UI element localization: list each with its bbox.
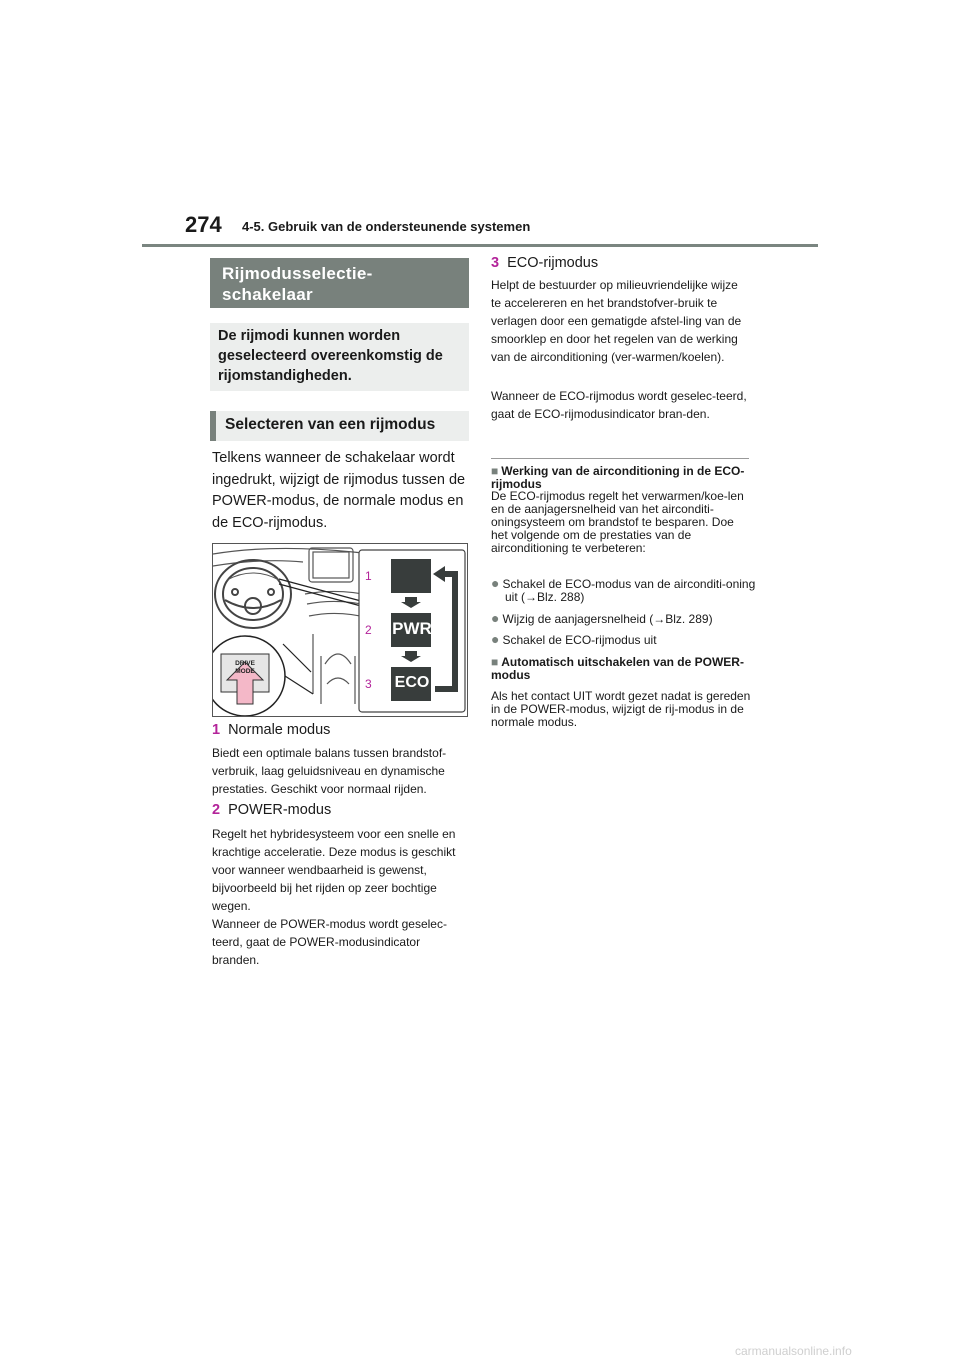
mode-2-text-2: Wanneer de POWER-modus wordt geselec-teerd, gaat de POWER-modusindicator branden.: [212, 917, 447, 967]
callout-2: 2: [365, 623, 372, 637]
body-text: Telkens wanneer de schakelaar wordt ingedrukt, wijzigt de rijmodus tussen de POWER-modus, de normale modus en de ECO-rijmodus.: [212, 450, 466, 531]
notes-separator: [491, 458, 749, 459]
mode-3-text-1: Helpt de bestuurder op milieuvriendelijke wijze te accelereren en het brandstofver-bruik te verlagen door een gematigde afstel-ling van de smoorklep en door het regelen van de werking van de airconditioning (ver-warmen/koelen).: [491, 278, 742, 364]
section-title: [210, 258, 469, 308]
eco-button-label: ECO: [394, 674, 430, 691]
subheading: [210, 411, 469, 441]
drive-mode-switch-label: DRIVE MODE: [235, 660, 255, 675]
pwr-button-label: PWR: [392, 619, 432, 638]
intro-box: [210, 323, 469, 391]
note-1-bullet-3: ● Schakel de ECO-rijmodus uit: [491, 631, 657, 647]
note-1-bullet-2: ● Wijzig de aanjagersnelheid (→Blz. 289): [491, 610, 713, 626]
header-rule: [142, 244, 818, 247]
note-1-bullet-1: ● Schakel de ECO-modus van de airconditi-oning uit (→Blz. 288): [491, 575, 756, 604]
subheading-text: Selecteren van een rijmodus: [225, 416, 436, 433]
page-number: 274: [185, 212, 222, 237]
inset-circle: [213, 636, 313, 716]
running-head: 4-5. Gebruik van de ondersteunende systemen: [242, 219, 531, 234]
drive-mode-figure: [212, 543, 468, 717]
intro-text: De rijmodi kunnen worden geselecteerd overeenkomstig de rijomstandigheden.: [218, 328, 443, 384]
callout-1: 1: [365, 569, 372, 583]
mode-3-heading: 3 ECO-rijmodus: [491, 255, 599, 271]
mode-1-text: Biedt een optimale balans tussen brandstof-verbruik, laag geluidsniveau en dynamische prestaties. Geschikt voor normaal rijden.: [212, 746, 447, 796]
mode-3-text-2: Wanneer de ECO-rijmodus wordt geselec-teerd, gaat de ECO-rijmodusindicator bran-den.: [491, 389, 747, 421]
note-1-text: De ECO-rijmodus regelt het verwarmen/koe-len en de aanjagersnelheid van het airconditi-oningsysteem om brandstof te besparen. Doe het volgende om de prestaties van de airconditioning te verbeteren:: [491, 489, 744, 555]
steering-wheel: [215, 560, 291, 628]
note-2-text: Als het contact UIT wordt gezet nadat is gereden in de POWER-modus, wijzigt de rij-modus in de normale modus.: [491, 689, 751, 729]
mode-2-heading: 2 POWER-modus: [212, 802, 332, 818]
section-title-text: Rijmodusselectie- schakelaar: [222, 264, 373, 304]
mode-1-heading: 1 Normale modus: [212, 722, 331, 738]
callout-3: 3: [365, 677, 372, 691]
note-2-heading: ■ Automatisch uitschakelen van de POWER-modus: [491, 655, 744, 682]
watermark: carmanualsonline.info: [735, 1344, 852, 1358]
mode-2-text-1: Regelt het hybridesysteem voor een snelle en krachtige acceleratie. Deze modus is geschikt voor wanneer wendbaarheid is gewenst, bijvoorbeeld bij het rijden op zeer bochtige wegen.: [212, 827, 456, 913]
note-1-heading: ■ Werking van de airconditioning in de ECO-rijmodus: [491, 464, 745, 491]
normal-mode-indicator: [391, 559, 431, 593]
